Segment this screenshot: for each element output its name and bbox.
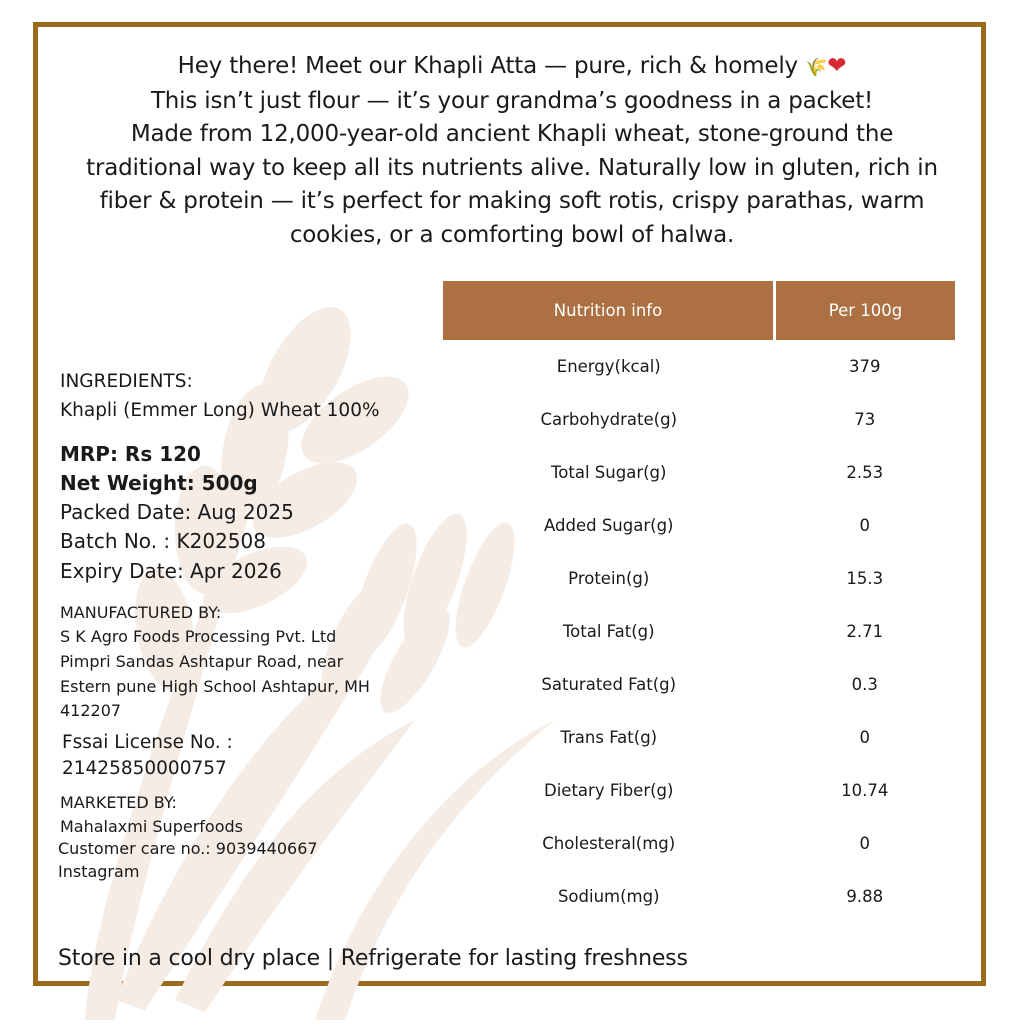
marketer-name: Mahalaxmi Superfoods bbox=[60, 817, 243, 836]
nutrient-name: Total Sugar(g) bbox=[551, 463, 667, 482]
intro-text bbox=[40, 50, 984, 252]
fssai-number: 21425850000757 bbox=[62, 758, 227, 779]
table-row bbox=[443, 817, 955, 870]
nutrient-name: Trans Fat(g) bbox=[560, 728, 658, 747]
manufacturer-pincode: 412207 bbox=[60, 701, 122, 720]
nutrition-header-name: Nutrition info bbox=[443, 281, 775, 340]
table-row bbox=[443, 764, 955, 817]
nutrient-value: 2.53 bbox=[846, 463, 884, 482]
nutrient-value: 0.3 bbox=[851, 675, 878, 694]
nutrient-name: Added Sugar(g) bbox=[544, 516, 674, 535]
nutrient-name: Carbohydrate(g) bbox=[540, 410, 678, 429]
manufacturer-address-1: Pimpri Sandas Ashtapur Road, near bbox=[60, 652, 344, 671]
fssai-label: Fssai License No. : bbox=[62, 732, 233, 753]
nutrient-value: 0 bbox=[859, 834, 870, 853]
manufacturer-label: MANUFACTURED BY: bbox=[60, 603, 222, 622]
table-row bbox=[443, 393, 955, 446]
table-row bbox=[443, 552, 955, 605]
mrp: MRP: Rs 120 bbox=[60, 442, 201, 466]
storage-instructions: Store in a cool dry place | Refrigerate for lasting freshness bbox=[58, 946, 688, 971]
nutrient-value: 10.74 bbox=[841, 781, 889, 800]
nutrient-name: Dietary Fiber(g) bbox=[544, 781, 674, 800]
nutrient-value: 9.88 bbox=[846, 887, 884, 906]
table-row bbox=[443, 499, 955, 552]
nutrient-name: Saturated Fat(g) bbox=[541, 675, 677, 694]
nutrient-value: 0 bbox=[859, 516, 870, 535]
net-weight: Net Weight: 500g bbox=[60, 471, 258, 495]
intro-line-3: Made from 12,000-year-old ancient Khapli wheat, stone-ground the bbox=[130, 121, 894, 147]
nutrient-name: Protein(g) bbox=[568, 569, 650, 588]
table-row bbox=[443, 870, 955, 923]
nutrition-header-value: Per 100g bbox=[775, 281, 956, 340]
wheat-icon: 🌾 bbox=[805, 57, 828, 78]
batch-number: Batch No. : K202508 bbox=[60, 529, 266, 553]
intro-line-4: traditional way to keep all its nutrients alive. Naturally low in gluten, rich in bbox=[86, 154, 938, 181]
nutrient-value: 0 bbox=[859, 728, 870, 747]
expiry-date: Expiry Date: Apr 2026 bbox=[60, 559, 282, 583]
ingredients-value: Khapli (Emmer Long) Wheat 100% bbox=[60, 400, 380, 421]
intro-line-2: This isn’t just flour — it’s your grandma’s goodness in a packet! bbox=[150, 87, 874, 114]
nutrient-value: 379 bbox=[849, 357, 881, 376]
table-row bbox=[443, 605, 955, 658]
table-row bbox=[443, 446, 955, 499]
nutrient-name: Sodium(mg) bbox=[557, 887, 660, 906]
heart-icon: ❤ bbox=[827, 53, 847, 79]
nutrient-name: Cholesteral(mg) bbox=[542, 834, 676, 853]
table-row bbox=[443, 711, 955, 764]
intro-line-5: fiber & protein — it’s perfect for making soft rotis, crispy parathas, warm bbox=[99, 188, 925, 214]
manufacturer-address-2: Estern pune High School Ashtapur, MH bbox=[60, 677, 370, 696]
nutrition-table bbox=[443, 281, 955, 923]
marketer-label: MARKETED BY: bbox=[60, 793, 177, 812]
nutrient-name: Total Fat(g) bbox=[562, 622, 655, 641]
ingredients-label: INGREDIENTS: bbox=[60, 371, 193, 392]
table-row bbox=[443, 658, 955, 711]
nutrient-value: 15.3 bbox=[846, 569, 884, 588]
social-handle: Instagram bbox=[58, 862, 140, 881]
nutrition-header-row bbox=[443, 281, 955, 340]
table-row bbox=[443, 340, 955, 393]
nutrient-name: Energy(kcal) bbox=[556, 357, 661, 376]
nutrient-value: 2.71 bbox=[846, 622, 884, 641]
intro-line-1: Hey there! Meet our Khapli Atta — pure, rich & homely 🌾❤ bbox=[177, 53, 847, 79]
customer-care: Customer care no.: 9039440667 bbox=[58, 839, 318, 858]
packed-date: Packed Date: Aug 2025 bbox=[60, 500, 294, 524]
intro-line-6: cookies, or a comforting bowl of halwa. bbox=[289, 221, 735, 248]
manufacturer-name: S K Agro Foods Processing Pvt. Ltd bbox=[60, 627, 337, 646]
nutrient-value: 73 bbox=[854, 410, 876, 429]
